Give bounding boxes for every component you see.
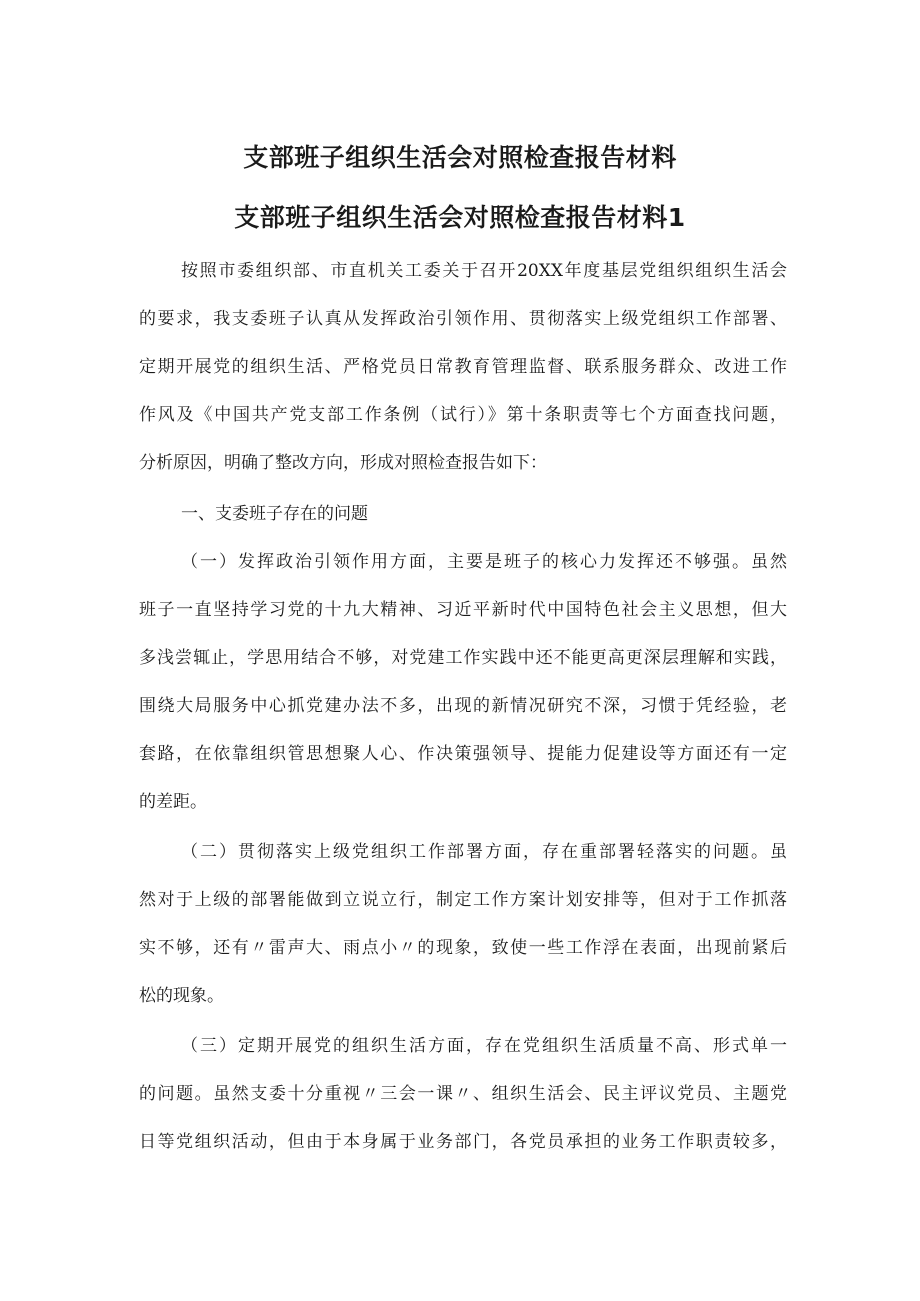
- text-line: 班子一直坚持学习党的十九大精神、习近平新时代中国特色社会主义思想，但大: [139, 600, 787, 620]
- text-line: 然对于上级的部署能做到立说立行，制定工作方案计划安排等，但对于工作抓落: [139, 890, 787, 910]
- text-line: 的差距。: [139, 792, 207, 812]
- text-line: 多浅尝辄止，学思用结合不够，对党建工作实践中还不能更高更深层理解和实践，: [139, 648, 787, 668]
- text-line: 作风及《中国共产党支部工作条例（试行）》第十条职责等七个方面查找问题，: [139, 405, 787, 425]
- text-line: （三）定期开展党的组织生活方面，存在党组织生活质量不高、形式单一: [181, 1036, 787, 1056]
- text-line: （一）发挥政治引领作用方面，主要是班子的核心力发挥还不够强。虽然: [181, 552, 787, 572]
- document-subtitle: 支部班子组织生活会对照检查报告材料1: [234, 203, 686, 232]
- text-line: 按照市委组织部、市直机关工委关于召开20XX年度基层党组织组织生活会: [181, 261, 787, 281]
- text-line: 松的现象。: [139, 986, 224, 1006]
- text-line: 日等党组织活动，但由于本身属于业务部门，各党员承担的业务工作职责较多，: [139, 1132, 787, 1152]
- text-line: 实不够，还有〃雷声大、雨点小〃的现象，致使一些工作浮在表面，出现前紧后: [139, 938, 787, 958]
- text-line: 的问题。虽然支委十分重视〃三会一课〃、组织生活会、民主评议党员、主题党: [139, 1084, 787, 1104]
- text-line: 套路，在依靠组织管思想聚人心、作决策强领导、提能力促建设等方面还有一定: [139, 744, 787, 764]
- text-line: 围绕大局服务中心抓党建办法不多，出现的新情况研究不深，习惯于凭经验，老: [139, 696, 787, 716]
- document-title: 支部班子组织生活会对照检查报告材料: [243, 143, 677, 172]
- section-heading: 一、支委班子存在的问题: [181, 504, 368, 524]
- text-line: （二）贯彻落实上级党组织工作部署方面，存在重部署轻落实的问题。虽: [181, 842, 787, 862]
- text-line: 的要求，我支委班子认真从发挥政治引领作用、贯彻落实上级党组织工作部署、: [139, 309, 787, 329]
- text-line: 分析原因，明确了整改方向，形成对照检查报告如下：: [139, 453, 547, 473]
- text-line: 定期开展党的组织生活、严格党员日常教育管理监督、联系服务群众、改进工作: [139, 357, 787, 377]
